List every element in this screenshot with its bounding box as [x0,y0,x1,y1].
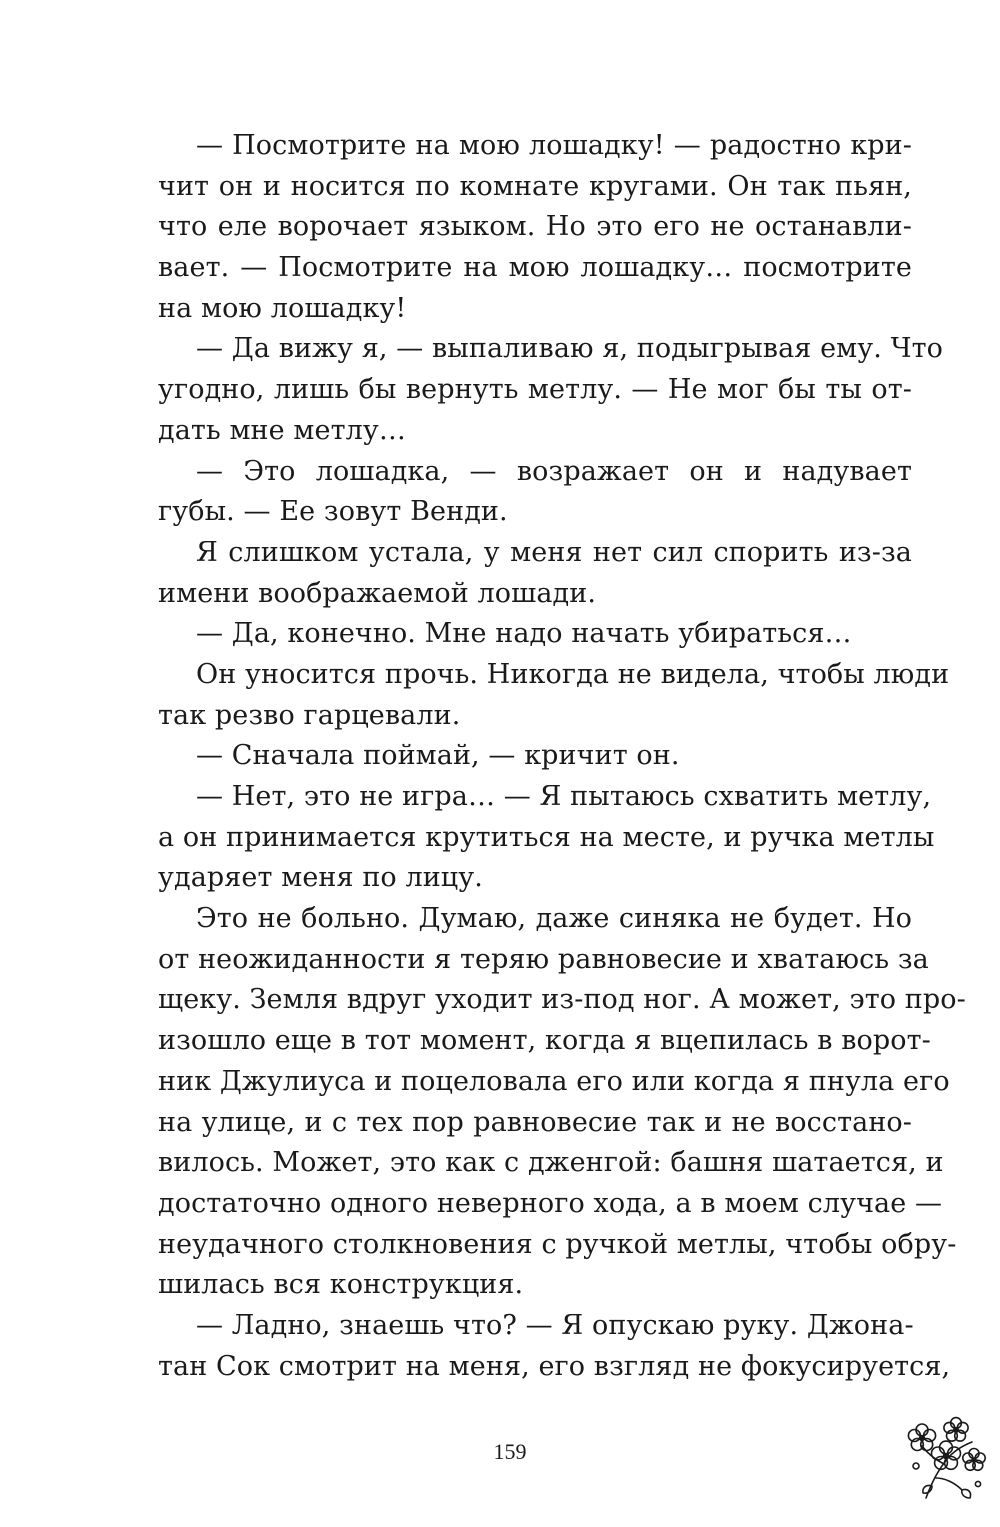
text-line: — Ладно, знаешь что? — Я опускаю руку. Джона- [196,1309,914,1341]
text-line: ник Джулиуса и поцеловала его или когда я пнула его [158,1065,950,1097]
text-line: шилась вся конструкция. [158,1269,524,1301]
text-line: тан Сок смотрит на меня, его взгляд не фокусируется, [158,1350,951,1382]
text-line: — Да, конечно. Мне надо начать убираться… [196,618,852,650]
text-line: ударяет меня по лицу. [158,862,483,894]
text-line: угодно, лишь бы вернуть метлу. — Не мог бы ты от- [158,374,912,406]
text-line: — Нет, это не игра… — Я пытаюсь схватить метлу, [196,781,932,812]
text-line: на мою лошадку! [158,292,407,324]
text-line: что еле ворочает языком. Но это его не останавли- [158,211,912,243]
text-line: — Да вижу я, — выпаливаю я, подыгрывая ему. Что [196,333,944,365]
text-line: имени воображаемой лошади. [158,577,597,609]
text-line: Я слишком устала, у меня нет сил спорить из-за [196,536,912,568]
text-line: неудачного столкновения с ручкой метлы, чтобы обру- [158,1228,957,1260]
text-line: достаточно одного неверного хода, а в моем случае — [158,1187,943,1219]
text-line: щеку. Земля вдруг уходит из-под ног. А может, это про- [158,984,966,1016]
text-line: вилось. Может, это как с дженгой: башня шатается, и [158,1147,944,1179]
text-line: дать мне метлу… [158,414,406,446]
text-line: изошло еще в тот момент, когда я вцепилась в ворот- [158,1025,931,1057]
text-line: от неожиданности я теряю равновесие и хватаюсь за [158,943,929,975]
text-line: так резво гарцевали. [158,699,461,731]
text-line: — Сначала поймай, — кричит он. [196,740,680,772]
text-line: Он уносится прочь. Никогда не видела, чтобы люди [196,658,950,690]
text-line: вает. — Посмотрите на мою лошадку… посмотрите [158,252,912,284]
text-line: а он принимается крутиться на месте, и ручка метлы [158,821,935,853]
flower-branch-icon [896,1408,986,1508]
page-body-text [158,126,966,1387]
text-line: на улице, и с тех пор равновесие так и не восстано- [158,1106,912,1138]
text-line: — Это лошадка, — возражает он и надувает [196,455,912,487]
page-number: 159 [493,1439,527,1464]
text-line: — Посмотрите на мою лошадку! — радостно кри- [196,130,912,161]
text-line: Это не больно. Думаю, даже синяка не будет. Но [196,903,912,935]
text-line: чит он и носится по комнате кругами. Он так пьян, [158,170,912,202]
text-line: губы. — Ее зовут Венди. [158,496,508,528]
